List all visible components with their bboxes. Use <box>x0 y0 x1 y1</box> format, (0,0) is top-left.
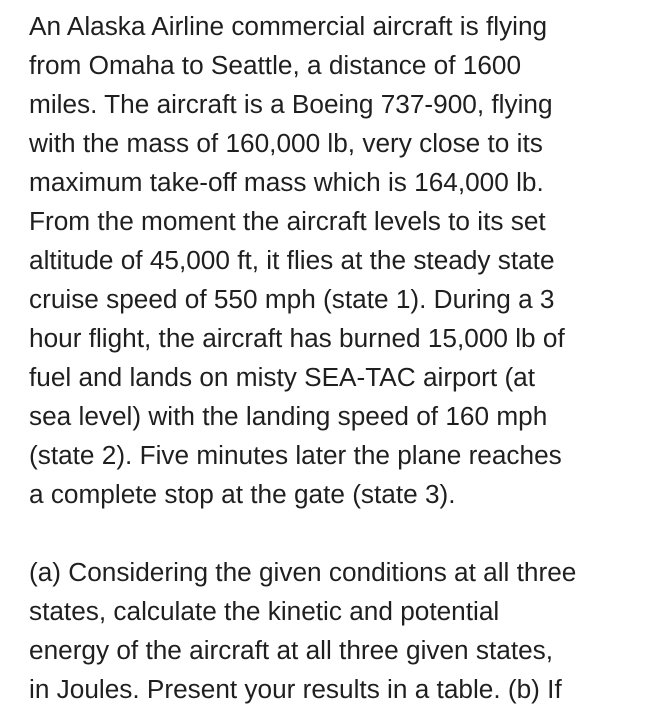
text-line: with the mass of 160,000 lb, very close to its <box>29 128 543 158</box>
text-line: cruise speed of 550 mph (state 1). During a 3 <box>29 284 555 314</box>
text-line: hour flight, the aircraft has burned 15,000 lb of <box>29 323 565 353</box>
text-line: maximum take-off mass which is 164,000 lb. <box>29 167 544 197</box>
text-line: sea level) with the landing speed of 160 mph <box>29 401 548 431</box>
text-line: from Omaha to Seattle, a distance of 1600 <box>29 50 522 80</box>
text-line: miles. The aircraft is a Boeing 737-900, flying <box>29 89 553 119</box>
paragraph-gap <box>29 514 659 553</box>
problem-text <box>29 7 659 709</box>
text-line: From the moment the aircraft levels to its set <box>29 206 546 236</box>
paragraph-question <box>29 553 659 709</box>
text-line: fuel and lands on misty SEA-TAC airport (at <box>29 362 536 392</box>
paragraph-scenario <box>29 7 659 514</box>
text-line: An Alaska Airline commercial aircraft is flying <box>29 11 548 41</box>
text-line: altitude of 45,000 ft, it flies at the steady state <box>29 245 555 275</box>
text-line: energy of the aircraft at all three given states, <box>29 635 554 665</box>
text-line: states, calculate the kinetic and potential <box>29 596 500 626</box>
text-line: a complete stop at the gate (state 3). <box>29 479 456 509</box>
text-line: in Joules. Present your results in a table. (b) If <box>29 674 562 704</box>
text-line: (a) Considering the given conditions at all three <box>29 557 577 587</box>
text-line: (state 2). Five minutes later the plane reaches <box>29 440 562 470</box>
